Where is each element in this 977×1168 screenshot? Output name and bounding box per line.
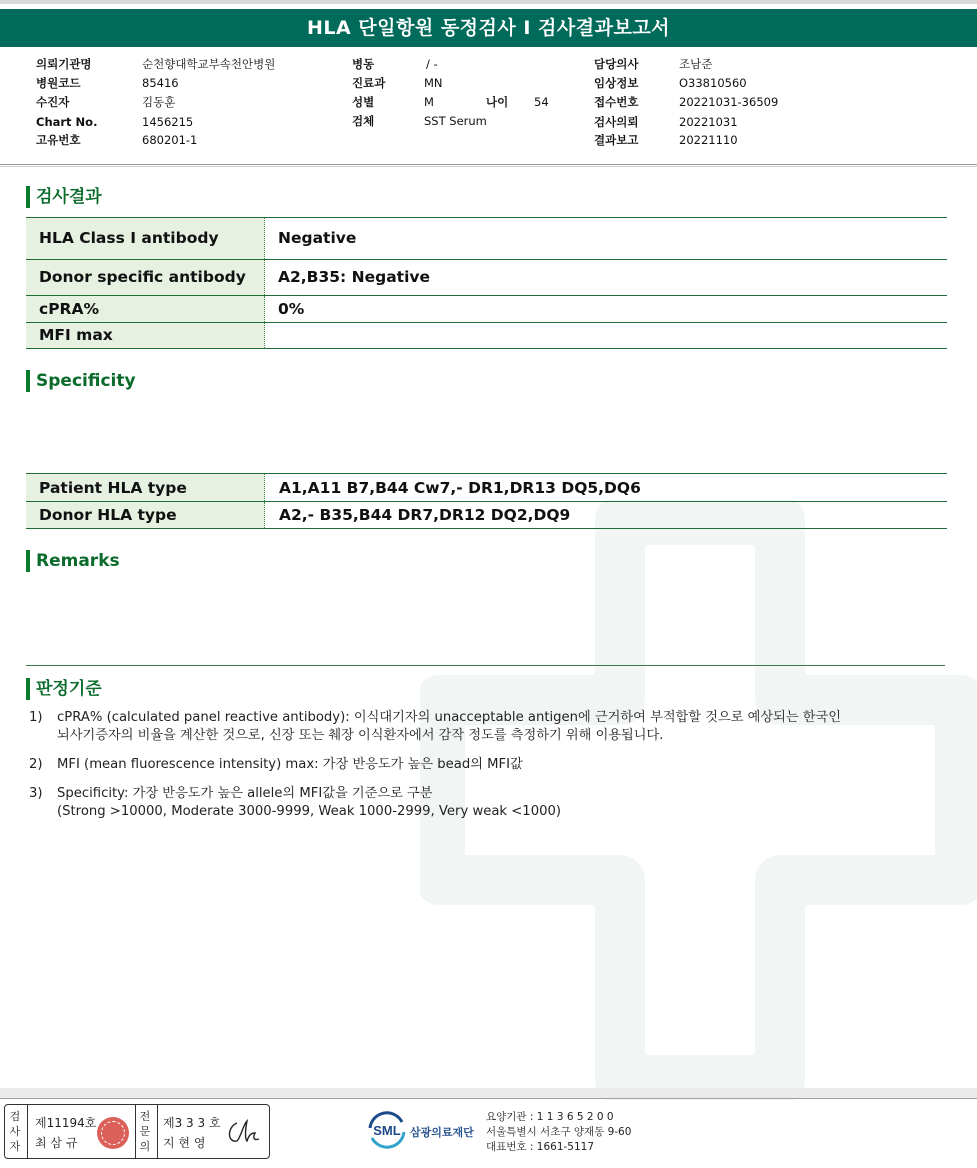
value-hospital-code: 85416 bbox=[142, 76, 179, 90]
section-remarks-title: Remarks bbox=[36, 551, 120, 571]
footer-divider bbox=[0, 1098, 977, 1099]
value-doctor: 조남준 bbox=[679, 57, 713, 71]
signature-box bbox=[4, 1104, 270, 1159]
value-clinical-info: O33810560 bbox=[679, 76, 747, 90]
box-divider bbox=[27, 1105, 28, 1158]
specialist-name: 지 현 영 bbox=[163, 1136, 206, 1150]
section-marker bbox=[26, 370, 30, 392]
label-department: 진료과 bbox=[352, 76, 386, 90]
org-address: 서울특별시 서초구 양재동 9-60 bbox=[486, 1126, 632, 1138]
row-value-cell bbox=[265, 218, 947, 259]
value-specimen: SST Serum bbox=[424, 114, 487, 128]
box-divider bbox=[135, 1105, 136, 1158]
value-report-date: 20221110 bbox=[679, 133, 738, 147]
row-value-cell bbox=[265, 323, 947, 348]
criteria-text: 뇌사기증자의 비율을 계산한 것으로, 신장 또는 췌장 이식환자에서 감작 정도를 측정하기 위해 이용됩니다. bbox=[57, 728, 664, 743]
label-age: 나이 bbox=[486, 95, 509, 109]
results-table bbox=[26, 217, 947, 349]
criteria-number: 3) bbox=[29, 786, 43, 801]
label-hospital-code: 병원코드 bbox=[36, 76, 81, 90]
label-doctor: 담당의사 bbox=[594, 57, 639, 71]
section-marker bbox=[26, 186, 30, 208]
label-patient: 수진자 bbox=[36, 95, 70, 109]
signature-icon bbox=[223, 1117, 263, 1147]
table-row bbox=[26, 296, 947, 323]
value-age: 54 bbox=[534, 95, 549, 109]
row-label-cell bbox=[26, 323, 265, 348]
value-chart-no: 1456215 bbox=[142, 115, 194, 129]
section-criteria-title: 판정기준 bbox=[36, 679, 102, 699]
specialist-license: 제3 3 3 호 bbox=[163, 1116, 221, 1130]
sml-logo-icon bbox=[366, 1110, 408, 1150]
criteria-text: MFI (mean fluorescence intensity) max: 가장 반응도가 높은 bead의 MFI값 bbox=[57, 757, 523, 772]
criteria-text: Specificity: 가장 반응도가 높은 allele의 MFI값을 기준으로 구분 bbox=[57, 786, 433, 801]
value-unique-no: 680201-1 bbox=[142, 133, 198, 147]
table-row bbox=[26, 323, 947, 349]
inspector-license: 제11194호 bbox=[35, 1116, 97, 1130]
label-specimen: 검체 bbox=[352, 114, 375, 128]
label-receipt-no: 접수번호 bbox=[594, 95, 639, 109]
criteria-number: 2) bbox=[29, 757, 43, 772]
header-divider bbox=[0, 164, 977, 165]
header-divider-shadow bbox=[0, 166, 977, 167]
label-hospital: 의뢰기관명 bbox=[36, 57, 92, 71]
section-specificity-title: Specificity bbox=[36, 371, 136, 391]
label-clinical-info: 임상정보 bbox=[594, 76, 639, 90]
section-results-title: 검사결과 bbox=[36, 187, 102, 207]
section-marker bbox=[26, 678, 30, 700]
row-value: A2,- B35,B44 DR7,DR12 DQ2,DQ9 bbox=[279, 506, 571, 524]
box-divider bbox=[157, 1105, 158, 1158]
row-value-cell bbox=[265, 474, 947, 501]
value-receipt-no: 20221031-36509 bbox=[679, 95, 779, 109]
label-sex: 성별 bbox=[352, 95, 375, 109]
seal-stamp-icon bbox=[97, 1117, 129, 1149]
remarks-divider bbox=[26, 665, 945, 666]
label-chart-no: Chart No. bbox=[36, 115, 98, 129]
report-title: HLA 단일항원 동정검사 I 검사결과보고서 bbox=[0, 9, 977, 47]
criteria-text: (Strong >10000, Moderate 3000-9999, Weak 1000-2999, Very weak <1000) bbox=[57, 804, 562, 819]
row-label-cell bbox=[26, 218, 265, 259]
row-value: A1,A11 B7,B44 Cw7,- DR1,DR13 DQ5,DQ6 bbox=[279, 479, 641, 497]
label-report-date: 결과보고 bbox=[594, 133, 639, 147]
criteria-text: cPRA% (calculated panel reactive antibody): 이식대기자의 unacceptable antigen에 근거하여 부적합할 것으로 예상되는 한국인 bbox=[57, 710, 842, 725]
row-value-cell bbox=[265, 502, 947, 528]
label-unique-no: 고유번호 bbox=[36, 133, 81, 147]
table-row bbox=[26, 502, 947, 529]
row-label: MFI max bbox=[39, 326, 113, 344]
row-label-cell bbox=[26, 474, 265, 501]
row-label-cell bbox=[26, 296, 265, 322]
value-sex: M bbox=[424, 95, 434, 109]
section-marker bbox=[26, 550, 30, 572]
label-request-date: 검사의뢰 bbox=[594, 115, 639, 129]
table-row bbox=[26, 218, 947, 260]
header-info bbox=[0, 0, 977, 160]
row-label: cPRA% bbox=[39, 300, 100, 318]
row-label: Patient HLA type bbox=[39, 479, 187, 497]
inspector-name: 최 삼 규 bbox=[35, 1136, 78, 1150]
hla-type-table bbox=[26, 473, 947, 529]
org-code: 요양기관 : 1 1 3 6 5 2 0 0 bbox=[486, 1111, 614, 1123]
value-hospital: 순천향대학교부속천안병원 bbox=[142, 57, 276, 71]
row-value: A2,B35: Negative bbox=[278, 268, 431, 286]
row-value-cell bbox=[265, 260, 947, 295]
org-phone: 대표번호 : 1661-5117 bbox=[486, 1141, 595, 1153]
row-label: Donor HLA type bbox=[39, 506, 177, 524]
inspector-label: 검사자 bbox=[9, 1110, 21, 1153]
foundation-name: 삼광의료재단 bbox=[410, 1126, 474, 1139]
value-request-date: 20221031 bbox=[679, 115, 738, 129]
organization-info bbox=[486, 1110, 631, 1155]
value-patient: 김동훈 bbox=[142, 95, 176, 109]
row-value: Negative bbox=[278, 229, 357, 247]
row-label-cell bbox=[26, 260, 265, 295]
row-value-cell bbox=[265, 296, 947, 322]
specialist-label: 전문의 bbox=[139, 1110, 151, 1153]
criteria-list bbox=[29, 709, 929, 829]
row-label: HLA Class I antibody bbox=[39, 229, 219, 247]
table-row bbox=[26, 474, 947, 502]
value-department: MN bbox=[424, 76, 443, 90]
value-ward: / - bbox=[426, 57, 438, 71]
row-label: Donor specific antibody bbox=[39, 268, 246, 286]
logo-mark-text: SML bbox=[373, 1123, 401, 1138]
row-value: 0% bbox=[278, 300, 305, 318]
criteria-number: 1) bbox=[29, 710, 43, 725]
footer-band bbox=[0, 1088, 977, 1098]
row-label-cell bbox=[26, 502, 265, 528]
label-ward: 병동 bbox=[352, 57, 375, 71]
table-row bbox=[26, 260, 947, 296]
